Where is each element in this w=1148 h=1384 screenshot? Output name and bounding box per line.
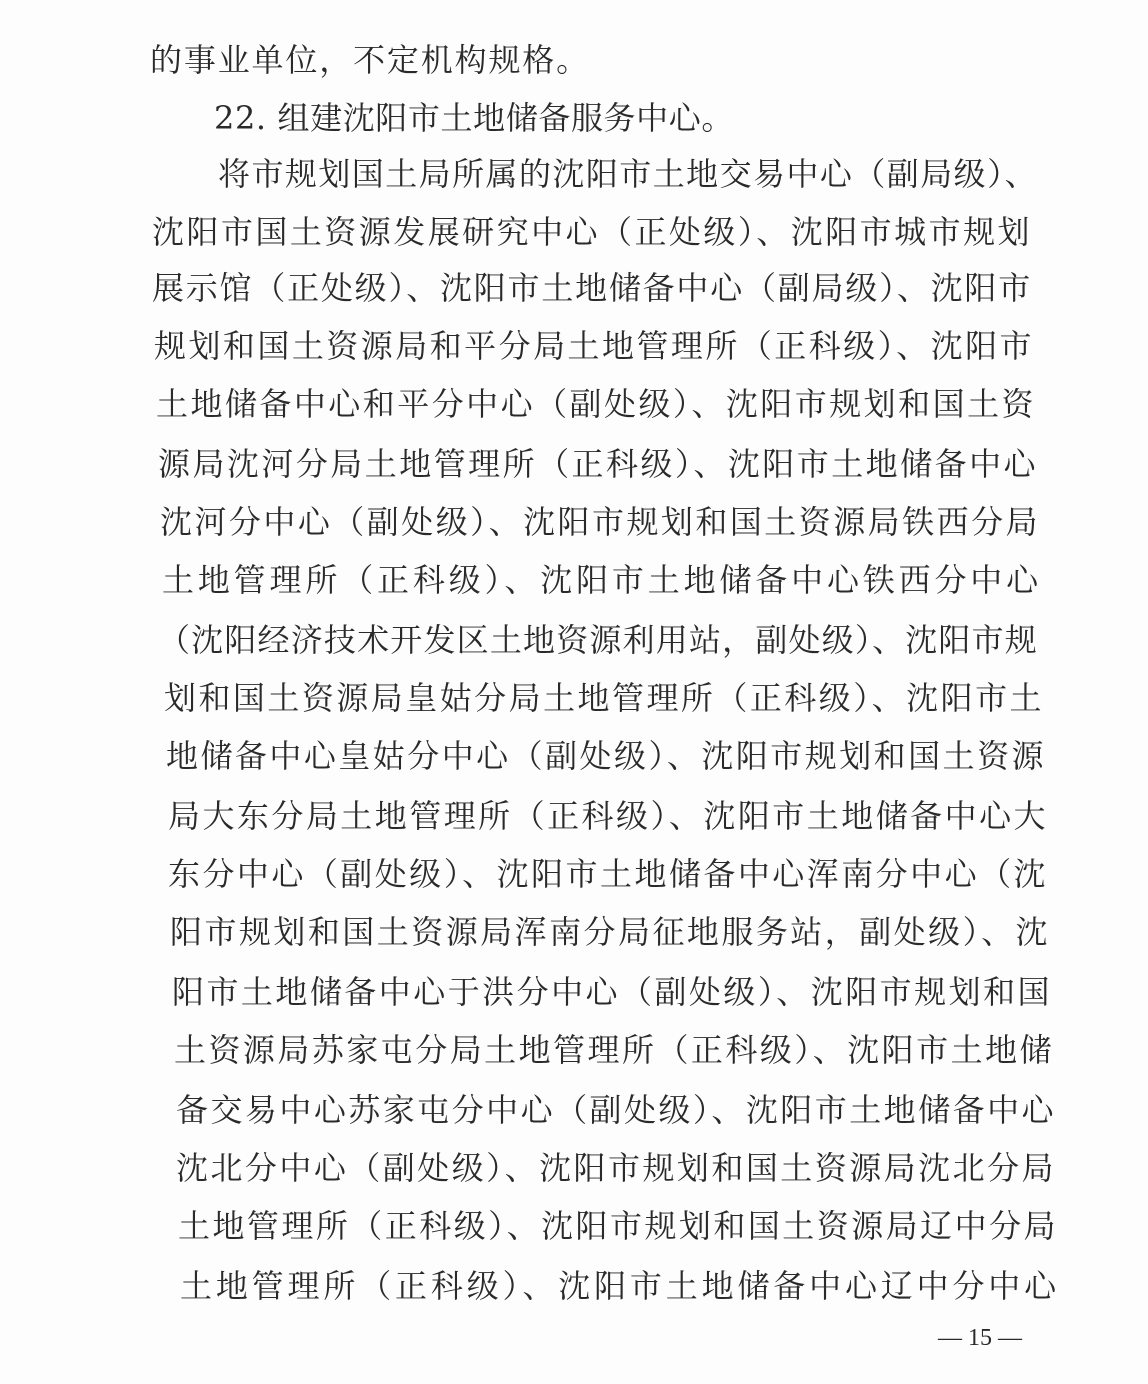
text-line: 东分中心（副处级）、沈阳市土地储备中心浑南分中心（沈 bbox=[168, 855, 1048, 893]
text-line: 将市规划国土局所属的沈阳市土地交易中心（副局级）、 bbox=[218, 155, 1038, 193]
section-heading: 22. 组建沈阳市土地储备服务中心。 bbox=[214, 99, 734, 137]
text-line: 局大东分局土地管理所（正科级）、沈阳市土地储备中心大 bbox=[168, 797, 1048, 835]
text-line: 沈北分中心（副处级）、沈阳市规划和国土资源局沈北分局 bbox=[176, 1149, 1056, 1187]
text-line: 的事业单位，不定机构规格。 bbox=[150, 41, 590, 79]
text-line: 土地储备中心和平分中心（副处级）、沈阳市规划和国土资 bbox=[156, 385, 1036, 423]
text-line: 沈阳市国土资源发展研究中心（正处级）、沈阳市城市规划 bbox=[152, 213, 1032, 251]
text-line: 展示馆（正处级）、沈阳市土地储备中心（副局级）、沈阳市 bbox=[152, 269, 1032, 307]
text-line: 规划和国土资源局和平分局土地管理所（正科级）、沈阳市 bbox=[154, 327, 1034, 365]
text-line: （沈阳经济技术开发区土地资源利用站，副处级）、沈阳市规 bbox=[158, 621, 1038, 659]
text-line: 土地管理所（正科级）、沈阳市土地储备中心铁西分中心 bbox=[162, 561, 1042, 599]
text-line: 土地管理所（正科级）、沈阳市规划和国土资源局辽中分局 bbox=[178, 1207, 1058, 1245]
text-line: 源局沈河分局土地管理所（正科级）、沈阳市土地储备中心 bbox=[158, 445, 1038, 483]
text-line: 土资源局苏家屯分局土地管理所（正科级）、沈阳市土地储 bbox=[174, 1031, 1054, 1069]
text-line: 阳市土地储备中心于洪分中心（副处级）、沈阳市规划和国 bbox=[172, 973, 1052, 1011]
text-line: 土地管理所（正科级）、沈阳市土地储备中心辽中分中心 bbox=[180, 1267, 1060, 1305]
text-line: 阳市规划和国土资源局浑南分局征地服务站，副处级）、沈 bbox=[170, 913, 1050, 951]
text-line: 地储备中心皇姑分中心（副处级）、沈阳市规划和国土资源 bbox=[166, 737, 1046, 775]
text-line: 备交易中心苏家屯分中心（副处级）、沈阳市土地储备中心 bbox=[176, 1091, 1056, 1129]
page-number: — 15 — bbox=[938, 1325, 1022, 1351]
text-line: 划和国土资源局皇姑分局土地管理所（正科级）、沈阳市土 bbox=[164, 679, 1044, 717]
text-line: 沈河分中心（副处级）、沈阳市规划和国土资源局铁西分局 bbox=[160, 503, 1040, 541]
